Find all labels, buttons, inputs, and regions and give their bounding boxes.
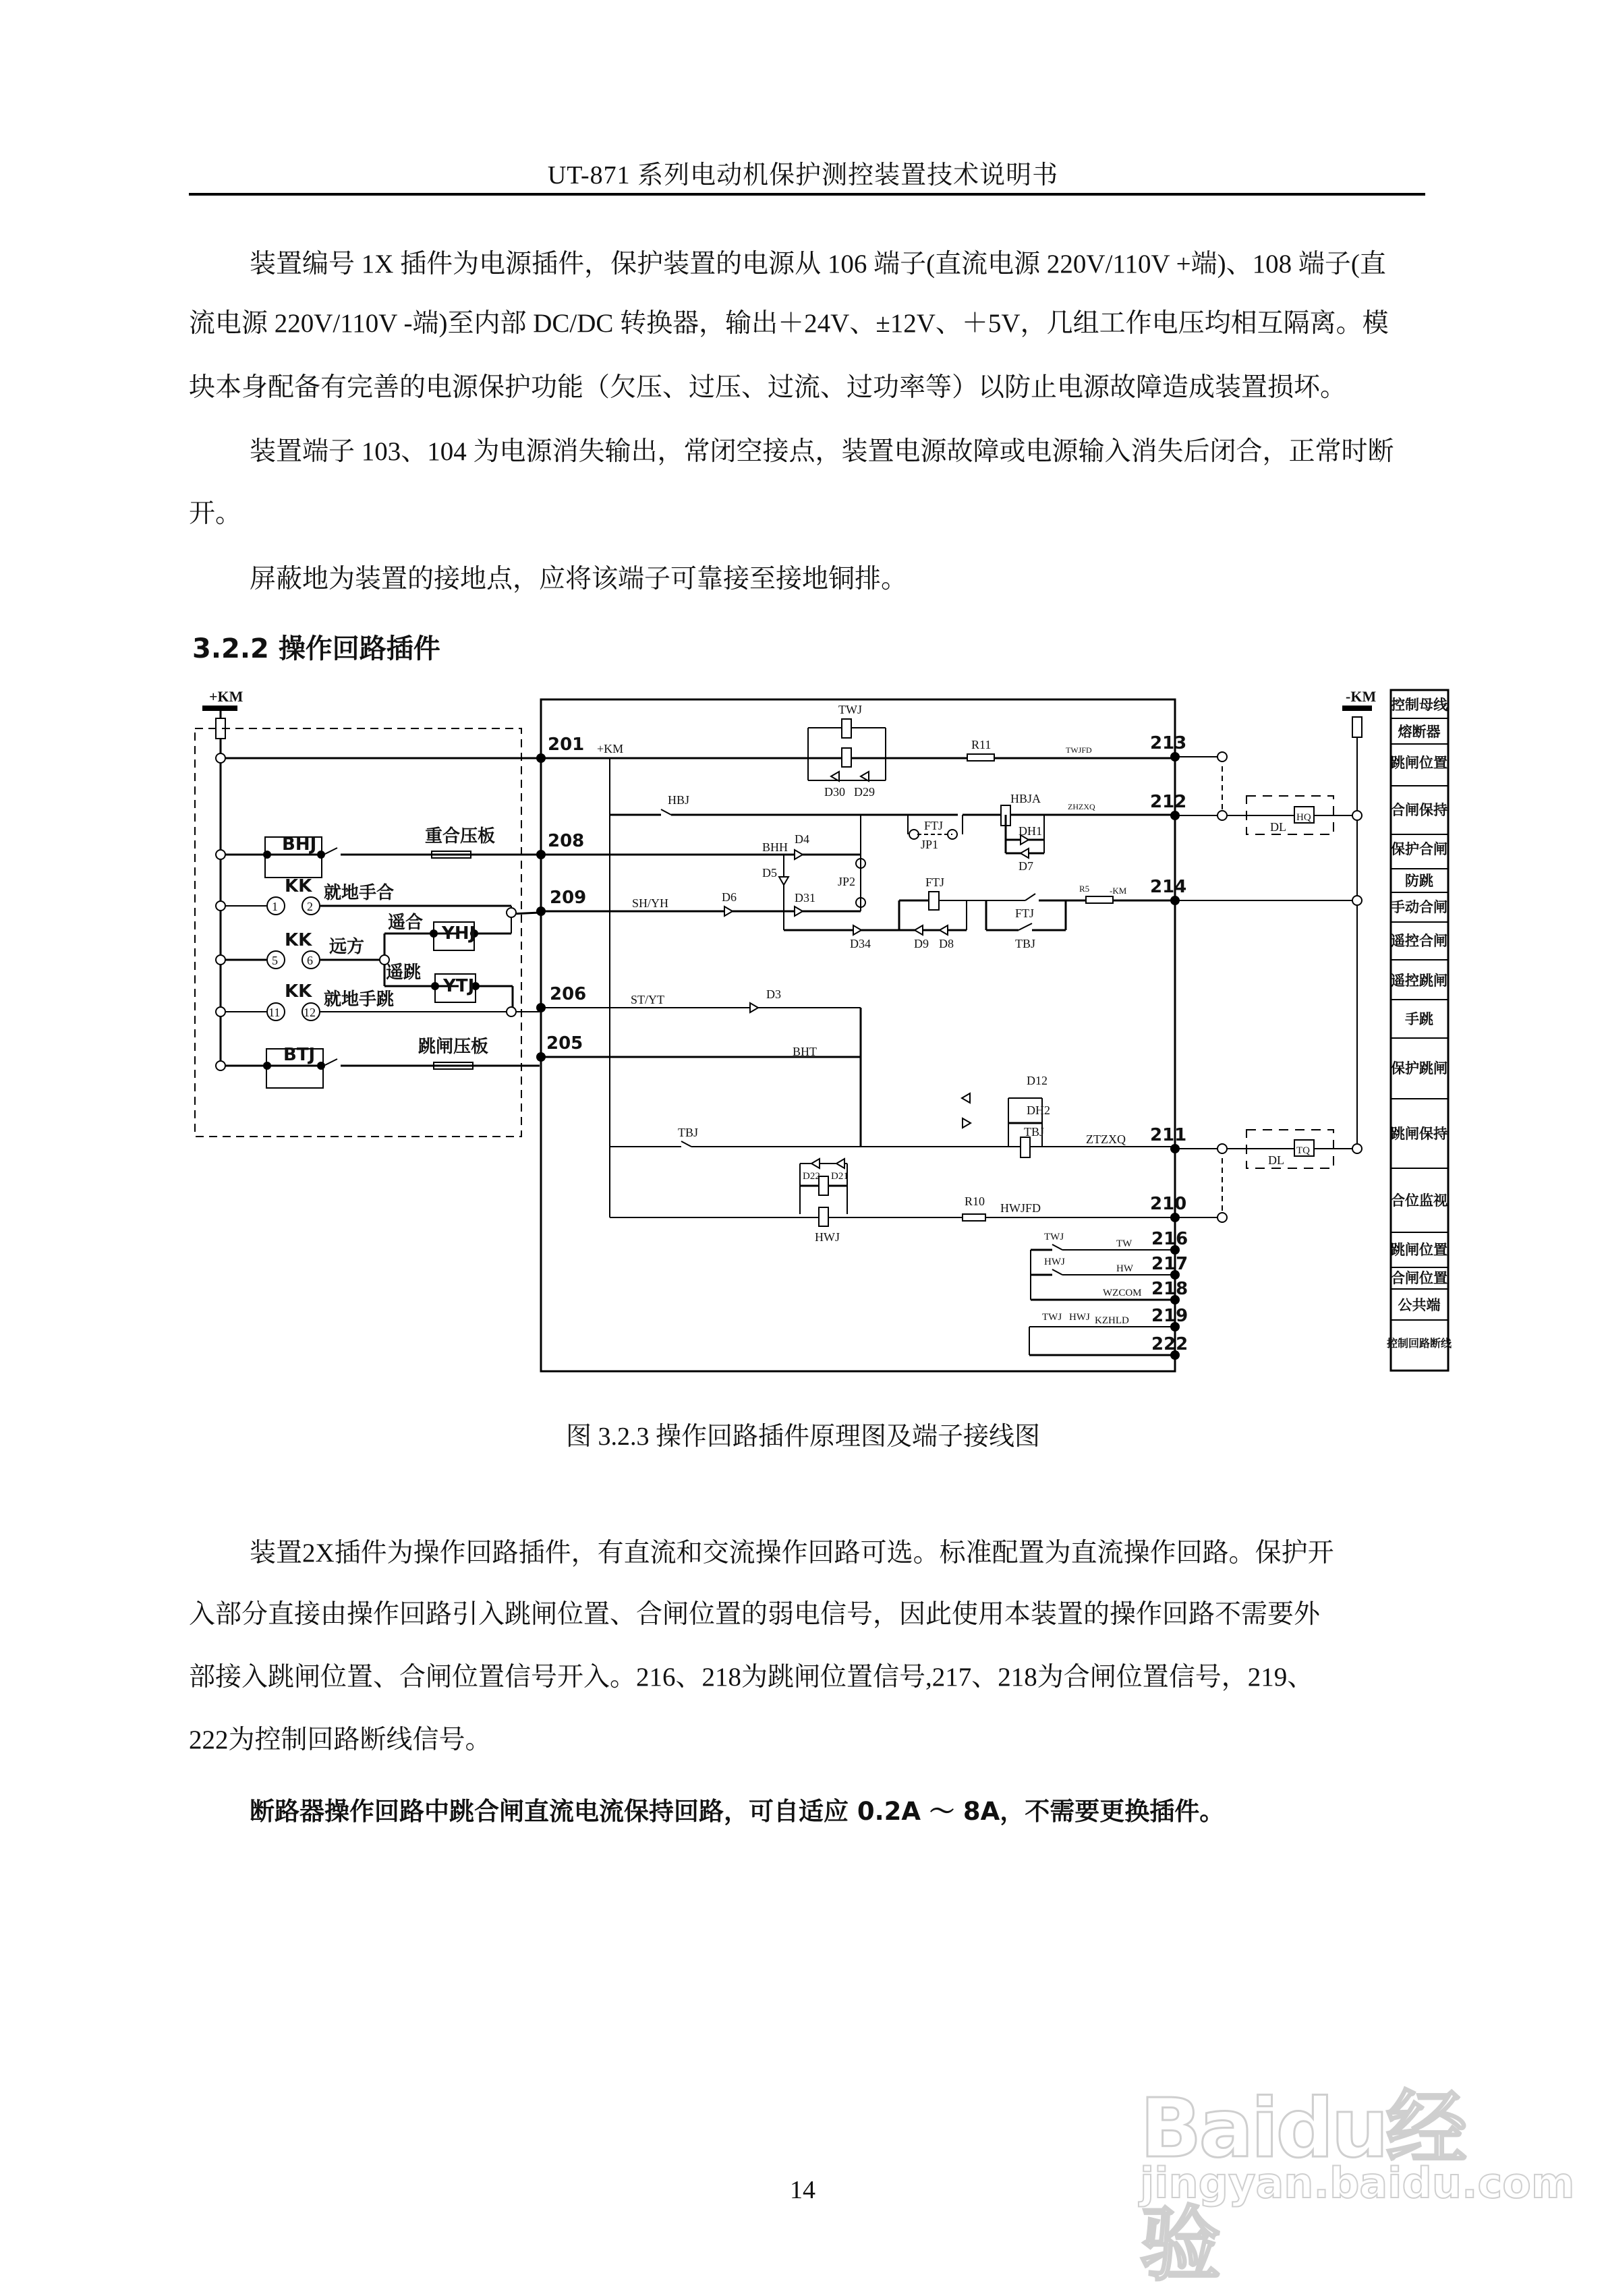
d30-label: D30 <box>824 785 845 799</box>
d6-label: D6 <box>722 890 737 904</box>
d9-label: D9 <box>914 937 929 950</box>
bhj-label: BHJ <box>282 834 317 855</box>
shyh-label: SH/YH <box>632 896 669 910</box>
terminal-213: 213 <box>1150 733 1187 753</box>
hbj-label: HBJ <box>668 793 690 807</box>
legend-row-4: 合闸保持 <box>1391 802 1447 818</box>
local-close-label: 就地手合 <box>324 883 395 903</box>
baidu-watermark <box>1140 2064 1575 2292</box>
km-internal-label: +KM <box>597 742 624 755</box>
terminal-210: 210 <box>1150 1194 1187 1214</box>
hwjfd-label: HWJFD <box>1000 1201 1041 1215</box>
bus-pos-label: +KM <box>209 688 243 705</box>
paragraph-4-line-3: 部接入跳闸位置、合闸位置信号开入。216、218为跳闸位置信号,217、218为合闸位置信号，219、 <box>189 1663 1314 1692</box>
terminal-219: 219 <box>1151 1306 1188 1326</box>
document-header-title: UT-871 系列电动机保护测控装置技术说明书 <box>547 161 1059 190</box>
twj-contact-2-label: TWJ <box>1042 1312 1062 1323</box>
d31-label: D31 <box>795 891 815 905</box>
ztzxq-label: ZTZXQ <box>1086 1132 1126 1146</box>
twjfd-label: TWJFD <box>1066 745 1092 755</box>
kk-contact-5: 5 <box>272 954 278 967</box>
jp1-label: JP1 <box>921 838 939 851</box>
tq-label: TQ <box>1296 1145 1310 1156</box>
paragraph-1-line-1: 装置编号 1X 插件为电源插件，保护装置的电源从 106 端子(直流电源 220V/110V +端)、108 端子(直 <box>250 250 1386 279</box>
paragraph-4-line-4: 222为控制回路断线信号。 <box>189 1725 492 1754</box>
paragraph-5-bold: 断路器操作回路中跳合闸直流电流保持回路，可自适应 0.2A ～ 8A，不需要更换插件。 <box>250 1797 1225 1826</box>
btj-label: BTJ <box>283 1045 316 1065</box>
tbj-label: TBJ <box>678 1126 699 1139</box>
tw-label: TW <box>1116 1238 1132 1249</box>
dl-trip-label: DL <box>1268 1153 1284 1167</box>
bhh-label: BHH <box>762 840 788 854</box>
ytj-label: YTJ <box>443 976 475 996</box>
legend-row-14: 跳闸位置 <box>1391 1242 1447 1258</box>
ftj-contact-label: FTJ <box>924 819 944 832</box>
dh1-label: DH1 <box>1019 824 1042 838</box>
ftj-coil-label: FTJ <box>925 876 945 889</box>
reclose-plate-label: 重合压板 <box>425 826 496 846</box>
kk-label-2: KK <box>285 930 312 950</box>
paragraph-1-line-2: 流电源 220V/110V -端)至内部 DC/DC 转换器，输出＋24V、±12V、＋5V，几组工作电压均相互隔离。模 <box>189 309 1389 338</box>
section-heading: 3.2.2 操作回路插件 <box>192 633 440 664</box>
d7-label: D7 <box>1019 859 1033 873</box>
legend-row-15: 合闸位置 <box>1391 1270 1447 1286</box>
wzcom-label: WZCOM <box>1103 1288 1142 1298</box>
terminal-201: 201 <box>548 735 585 755</box>
legend-row-6: 防跳 <box>1405 873 1433 889</box>
hwj-contact-label: HWJ <box>1044 1257 1065 1267</box>
watermark-url: jingyan.baidu.com <box>1140 2158 1575 2208</box>
local-trip-label: 就地手跳 <box>324 989 395 1010</box>
d12-label: D12 <box>1027 1074 1048 1087</box>
paragraph-3: 屏蔽地为装置的接地点，应将该端子可靠接至接地铜排。 <box>250 565 908 594</box>
kk-contact-11: 11 <box>268 1006 281 1019</box>
paragraph-4-line-2: 入部分直接由操作回路引入跳闸位置、合闸位置的弱电信号，因此使用本装置的操作回路不需要外 <box>189 1600 1321 1629</box>
d8-label: D8 <box>939 937 954 950</box>
ftj-contact-2-label: FTJ <box>1015 907 1035 920</box>
remote-trip-label: 遥跳 <box>386 963 422 983</box>
terminal-218: 218 <box>1151 1279 1188 1299</box>
legend-row-5: 保护合闸 <box>1391 841 1447 857</box>
kk-contact-2: 2 <box>307 900 313 913</box>
r11-label: R11 <box>971 738 992 751</box>
legend-row-11: 保护跳闸 <box>1391 1060 1447 1077</box>
legend-row-17: 控制回路断线 <box>1386 1338 1452 1350</box>
hwj-contact-2-label: HWJ <box>1069 1312 1090 1323</box>
legend-row-9: 遥控跳闸 <box>1391 973 1447 989</box>
hq-label: HQ <box>1296 812 1311 823</box>
page-number: 14 <box>790 2176 815 2204</box>
terminal-206: 206 <box>550 984 587 1004</box>
dh2-label: DH2 <box>1027 1103 1050 1117</box>
paragraph-4-line-1: 装置2X插件为操作回路插件，有直流和交流操作回路可选。标准配置为直流操作回路。保护开 <box>250 1539 1334 1568</box>
terminal-214: 214 <box>1150 877 1187 897</box>
watermark-brand: Baidu经验 <box>1140 2082 1464 2292</box>
zhzxq-label: ZHZXQ <box>1068 802 1095 811</box>
styt-label: ST/YT <box>631 993 665 1006</box>
terminal-208: 208 <box>548 831 585 851</box>
kk-contact-6: 6 <box>307 954 313 967</box>
remote-label: 远方 <box>329 937 365 957</box>
dl-close-label: DL <box>1270 820 1286 834</box>
d3-label: D3 <box>766 987 781 1001</box>
km-neg-internal-label: -KM <box>1110 886 1127 896</box>
legend-row-12: 跳闸保持 <box>1391 1126 1447 1142</box>
remote-close-label: 遥合 <box>388 913 424 933</box>
hwj-label: HWJ <box>815 1230 840 1244</box>
legend-row-1: 控制母线 <box>1391 697 1447 713</box>
terminal-212: 212 <box>1150 792 1187 812</box>
d21-label: D21 <box>831 1171 849 1182</box>
terminal-205: 205 <box>546 1033 583 1054</box>
legend-row-7: 手动合闸 <box>1391 899 1447 915</box>
terminal-217: 217 <box>1151 1254 1188 1274</box>
bus-neg-label: -KM <box>1346 688 1377 705</box>
d29-label: D29 <box>854 785 875 799</box>
terminal-216: 216 <box>1151 1229 1188 1249</box>
hbja-label: HBJA <box>1010 792 1041 805</box>
kk-label-1: KK <box>285 876 312 896</box>
terminal-209: 209 <box>550 888 587 908</box>
figure-caption: 图 3.2.3 操作回路插件原理图及端子接线图 <box>565 1423 1040 1451</box>
d22-label: D22 <box>803 1171 820 1182</box>
kk-contact-12: 12 <box>304 1006 316 1019</box>
terminal-211: 211 <box>1150 1125 1187 1145</box>
paragraph-2-line-2: 开。 <box>189 499 242 528</box>
tbj-contact-label: TBJ <box>1015 937 1036 950</box>
kzhld-label: KZHLD <box>1095 1315 1129 1326</box>
twj-label: TWJ <box>838 703 862 716</box>
trip-plate-label: 跳闸压板 <box>418 1037 489 1057</box>
tbj-coil-label: TBJ <box>1024 1125 1045 1139</box>
legend-row-13: 合位监视 <box>1391 1193 1447 1209</box>
legend-row-2: 熔断器 <box>1398 724 1441 740</box>
jp2-label: JP2 <box>838 875 856 888</box>
legend-row-10: 手跳 <box>1405 1011 1433 1027</box>
legend-row-16: 公共端 <box>1398 1297 1441 1313</box>
kk-label-3: KK <box>285 981 312 1002</box>
paragraph-1-line-3: 块本身配备有完善的电源保护功能（欠压、过压、过流、过功率等）以防止电源故障造成装置损坏。 <box>189 373 1347 402</box>
d5-label: D5 <box>762 866 777 880</box>
d34-label: D34 <box>850 937 871 950</box>
bht-label: BHT <box>793 1045 817 1058</box>
kk-contact-1: 1 <box>272 900 278 913</box>
paragraph-2-line-1: 装置端子 103、104 为电源消失输出，常闭空接点，装置电源故障或电源输入消失后闭合，正常时断 <box>250 437 1394 466</box>
r10-label: R10 <box>965 1195 985 1208</box>
yhj-label: YHJ <box>442 923 476 944</box>
twj-contact-label: TWJ <box>1044 1232 1064 1242</box>
legend-row-3: 跳闸位置 <box>1391 755 1447 771</box>
r5-label: R5 <box>1079 884 1090 894</box>
legend-row-8: 遥控合闸 <box>1391 933 1447 949</box>
hw-label: HW <box>1116 1263 1133 1274</box>
d4-label: D4 <box>795 832 809 846</box>
terminal-222: 222 <box>1151 1334 1188 1354</box>
